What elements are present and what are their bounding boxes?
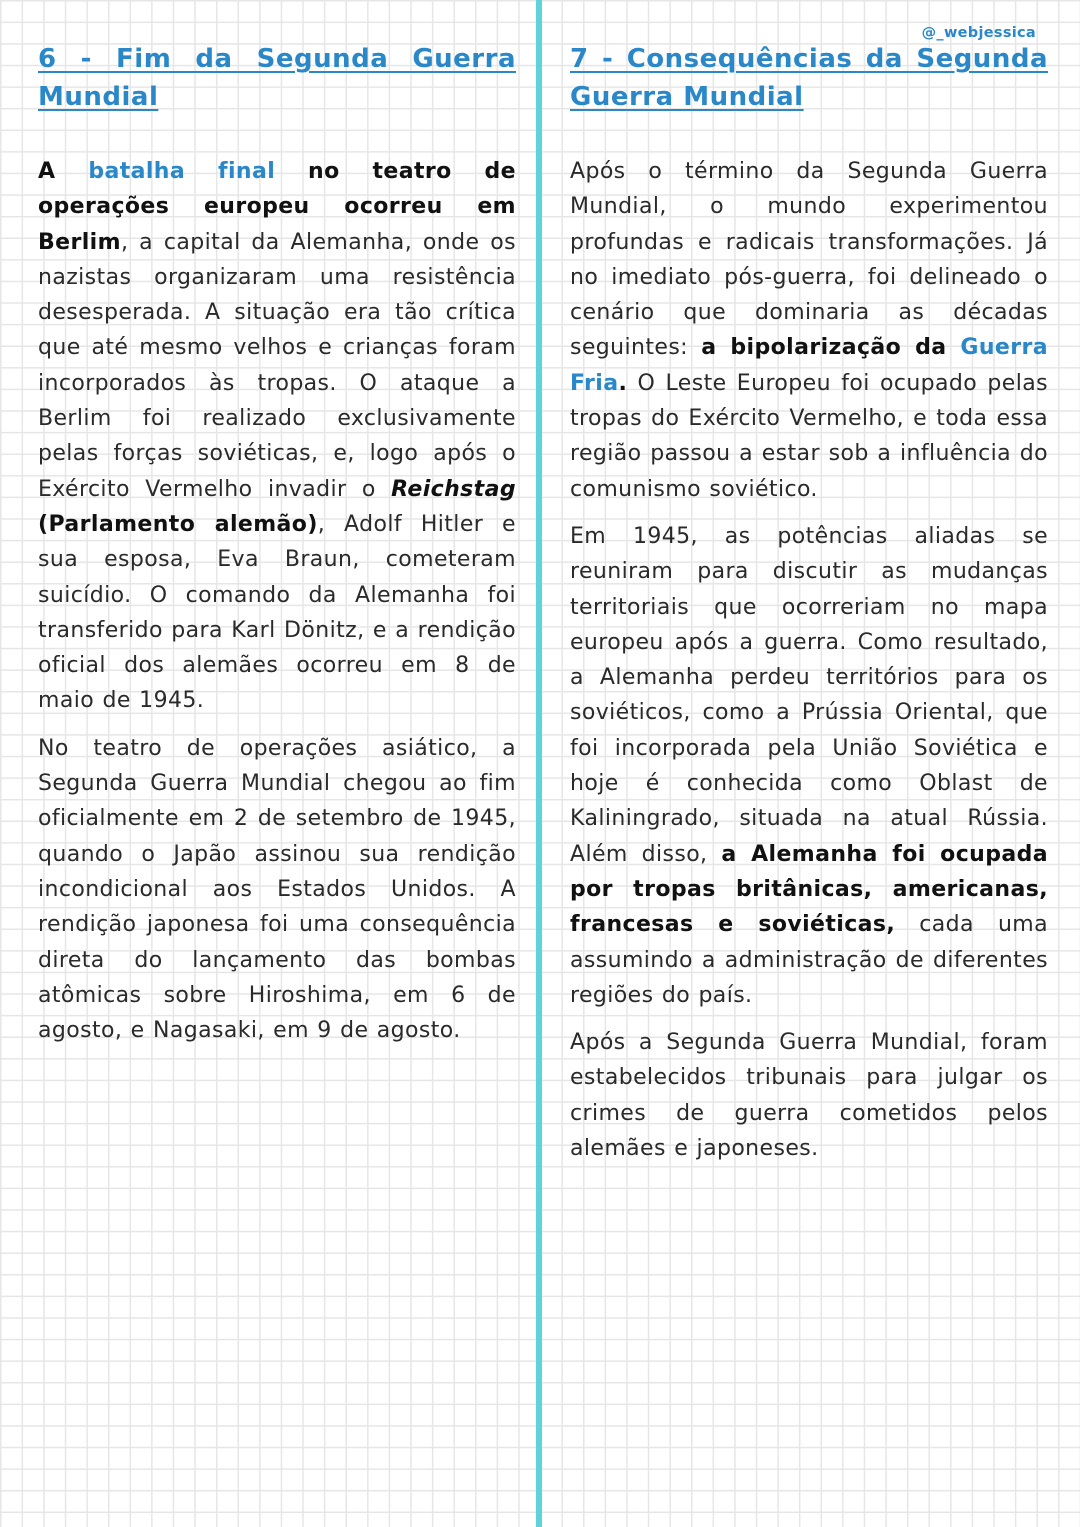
author-handle: @_webjessica: [921, 25, 1036, 41]
text-span: A: [38, 159, 89, 184]
text-span: Em 1945, as potências aliadas se reuniram para discutir as mudanças territoriais que ocorreriam no mapa europeu após a guerra. Como resultado, a Alemanha perdeu territórios para os soviéticos, como a Prússia Oriental, que foi incorporada pela União Soviética e hoje é conhecida como Oblast de Kaliningrado, situada na atual Rússia. Além disso,: [570, 523, 1048, 867]
bold-text: (Parlamento alemão): [38, 511, 318, 537]
section-title-consequences: 7 - Consequências da Segunda Guerra Mundial: [570, 44, 1048, 112]
paragraph-territorial-changes: [570, 519, 1048, 1013]
highlight-term: Guerra Fria: [570, 335, 1048, 396]
paragraph-battle-of-berlin: [38, 154, 516, 719]
bold-text: a bipolarização da: [701, 335, 961, 361]
section-title-end-of-war: 6 - Fim da Segunda Guerra Mundial: [38, 44, 516, 112]
text-span: , Adolf Hitler e sua esposa, Eva Braun, cometeram suicídio. O comando da Alemanha foi transferido para Karl Dönitz, e a rendição oficial dos alemães ocorreu em 8 de maio de 1945.: [38, 511, 516, 714]
highlight-term: batalha final: [88, 159, 276, 184]
paragraph-tribunals: Após a Segunda Guerra Mundial, foram estabelecidos tribunais para julgar os crimes de guerra cometidos pelos alemães e japoneses.: [570, 1030, 1048, 1162]
bold-text: a Alemanha foi ocupada por tropas britânicas, americanas, francesas e soviéticas,: [570, 841, 1048, 938]
bold-text: no teatro de operações europeu ocorreu em Berlim: [38, 159, 516, 255]
text-span: Após o término da Segunda Guerra Mundial, o mundo experimentou profundas e radicais transformações. Já no imediato pós-guerra, foi delineado o cenário que dominaria as décadas seguintes:: [570, 159, 1048, 361]
paragraph-asian-theater: No teatro de operações asiático, a Segunda Guerra Mundial chegou ao fim oficialmente em 2 de setembro de 1945, quando o Japão assinou sua rendição incondicional aos Estados Unidos. A rendição japonesa foi uma consequência direta do lançamento das bombas atômicas sobre Hiroshima, em 6 de agosto, e Nagasaki, em 9 de agosto.: [38, 735, 516, 1044]
paragraph-bipolarization: [570, 154, 1048, 507]
right-column: [570, 40, 1048, 1166]
text-span: , a capital da Alemanha, onde os nazistas organizaram uma resistência desesperada. A situação era tão crítica que até mesmo velhos e crianças foram incorporados às tropas. O ataque a Berlim foi realizado exclusivamente pelas forças soviéticas, e, logo após o Exército Vermelho invadir o: [38, 229, 516, 502]
text-span: cada uma assumindo a administração de diferentes regiões do país.: [570, 912, 1048, 1008]
column-divider: [536, 0, 542, 1527]
bold-text: .: [618, 370, 628, 396]
left-column: [38, 40, 516, 1048]
italic-term: Reichstag: [391, 476, 516, 502]
text-span: O Leste Europeu foi ocupado pelas tropas do Exército Vermelho, e toda essa região passou a estar sob a influência do comunismo soviético.: [570, 370, 1048, 502]
